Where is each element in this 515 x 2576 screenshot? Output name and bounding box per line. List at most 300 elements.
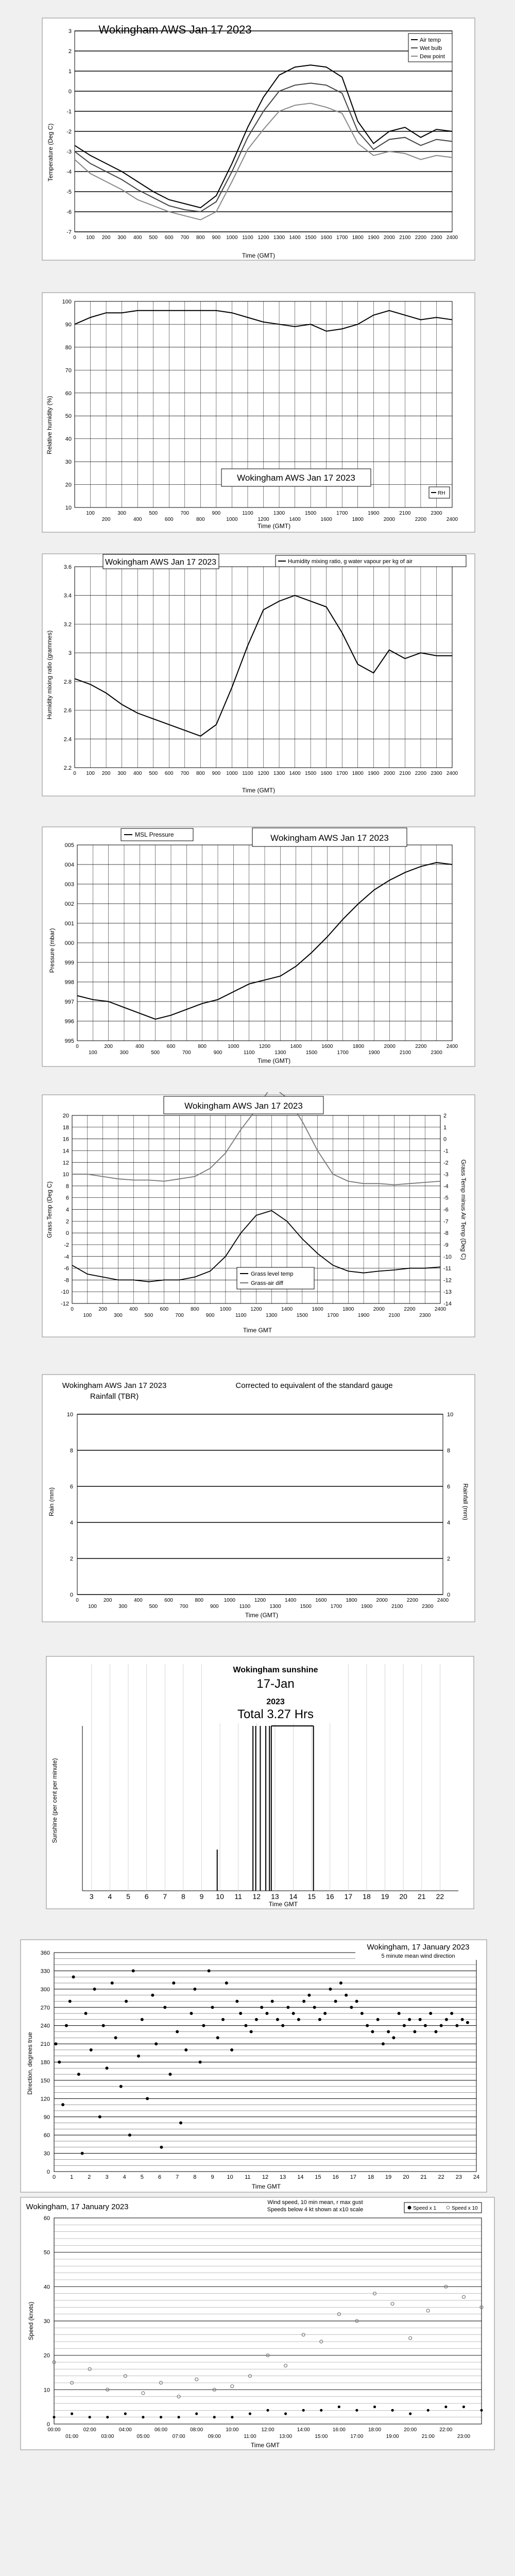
temperature-chart	[0, 15, 515, 263]
x-tick-label: 1100	[235, 1313, 247, 1318]
x-tick-label: 2300	[419, 1313, 431, 1318]
wind-direction-point	[376, 2018, 380, 2021]
x-tick-label: 600	[164, 771, 174, 776]
x-tick-label: 1000	[228, 1044, 239, 1049]
legend-swatch	[408, 2206, 411, 2209]
x-tick-label: 2100	[388, 1313, 400, 1318]
x-tick-label: 04:00	[118, 2427, 132, 2433]
x-tick-label: 13:00	[279, 2434, 293, 2439]
y-tick-label: 90	[43, 2114, 50, 2121]
speed-point-0	[53, 2416, 55, 2418]
x-tick-label: 1900	[368, 511, 380, 516]
wind-direction-point	[286, 2006, 289, 2009]
wind-direction-point	[408, 2018, 411, 2021]
x-tick-label: 3	[105, 2174, 109, 2180]
wind-direction-point	[190, 2012, 193, 2015]
x-tick-label: 2400	[446, 771, 458, 776]
wind-direction-point	[160, 2146, 163, 2149]
x-tick-label: 3	[89, 1892, 94, 1901]
y-tick-label: 20	[65, 482, 72, 488]
x-tick-label: 17	[344, 1892, 353, 1901]
speed-point-0	[107, 2416, 109, 2418]
y2-tick-label: -4	[443, 1183, 449, 1190]
wind-direction-point	[225, 1981, 228, 1985]
wind-direction-point	[355, 1999, 358, 2003]
y-axis-label: Sunshine (per cent per minute)	[51, 1758, 58, 1843]
x-tick-label: 1200	[258, 235, 269, 241]
wind-direction-point	[68, 1999, 72, 2003]
speed-point-0	[338, 2406, 340, 2408]
x-tick-label: 1000	[226, 517, 238, 522]
x-tick-label: 19	[381, 1892, 389, 1901]
y-tick-label: 8	[65, 1183, 69, 1190]
y-tick-label: 2	[70, 1556, 73, 1562]
y-tick-label: 3	[68, 650, 72, 657]
y-axis-label: Temperature (Deg C)	[47, 123, 54, 182]
y-tick-label: -4	[64, 1253, 69, 1260]
x-tick-label: 06:00	[154, 2427, 168, 2433]
y2-tick-label: -2	[443, 1160, 449, 1166]
wind-direction-point	[403, 2024, 406, 2027]
x-tick-label: 2100	[399, 511, 411, 516]
x-tick-label: 0	[71, 1307, 74, 1312]
x-tick-label: 24	[473, 2174, 480, 2180]
y-axis-label: Grass Temp (Deg C)	[46, 1181, 53, 1238]
x-tick-label: 14	[289, 1892, 298, 1901]
x-tick-label: 21:00	[421, 2434, 435, 2439]
x-tick-label: 1100	[239, 1604, 251, 1609]
x-tick-label: 18	[367, 2174, 374, 2180]
y-tick-label: 0	[70, 1592, 73, 1598]
y-tick-label: 2.8	[63, 679, 72, 685]
y-axis-label: Pressure (mbar)	[48, 928, 56, 973]
y-tick-label: 14	[62, 1148, 69, 1155]
speed-point-0	[178, 2416, 180, 2418]
y-tick-label: 3.2	[63, 621, 72, 628]
wind-direction-point	[61, 2103, 64, 2106]
speed-point-0	[320, 2409, 322, 2411]
x-axis-label: Time (GMT)	[242, 787, 276, 794]
x-tick-label: 5	[126, 1892, 130, 1901]
x-tick-label: 1000	[224, 1598, 235, 1603]
speed-point-0	[356, 2409, 358, 2411]
y-tick-label: 50	[65, 413, 72, 420]
y-tick-label: 6	[65, 1195, 69, 1201]
wind-direction-point	[250, 2030, 253, 2033]
wind-direction-point	[445, 2018, 448, 2021]
wind-direction-point	[93, 1988, 96, 1991]
wind-direction-point	[382, 2042, 385, 2045]
x-tick-label: 800	[198, 1044, 207, 1049]
x-axis-label: Time (GMT)	[257, 522, 291, 530]
x-tick-label: 2200	[415, 1044, 427, 1049]
x-tick-label: 1700	[337, 1050, 349, 1056]
x-tick-label: 1200	[254, 1598, 266, 1603]
x-tick-label: 2400	[437, 1598, 449, 1603]
wind-direction-point	[371, 2030, 374, 2033]
y-tick-label: 996	[64, 1019, 74, 1025]
speed-point-0	[196, 2413, 198, 2415]
x-tick-label: 1300	[273, 511, 285, 516]
x-tick-label: 1	[70, 2174, 74, 2180]
legend-label: Grass level temp	[251, 1271, 294, 1277]
speed-point-0	[160, 2416, 162, 2418]
x-tick-label: 600	[160, 1307, 169, 1312]
chart-title: Wokingham, 17 January 2023	[367, 1943, 470, 1952]
x-tick-label: 1700	[336, 235, 348, 241]
x-tick-label: 300	[114, 1313, 123, 1318]
x-axis-label: Time GMT	[243, 1327, 272, 1334]
y-tick-label: 30	[65, 459, 72, 466]
y-tick-label: 2	[65, 1218, 69, 1225]
x-tick-label: 1400	[289, 517, 301, 522]
chart-total: Total 3.27 Hrs	[237, 1707, 314, 1721]
y2-tick-label: -11	[443, 1265, 452, 1272]
wind-direction-point	[221, 2018, 225, 2021]
x-tick-label: 03:00	[101, 2434, 114, 2439]
chart-title: Wokingham AWS Jan 17 2023	[105, 558, 217, 567]
x-tick-label: 1700	[327, 1313, 339, 1318]
wind-direction-point	[244, 2024, 247, 2027]
wind-direction-point	[208, 1969, 211, 1972]
x-tick-label: 02:00	[83, 2427, 96, 2433]
x-tick-label: 800	[196, 517, 205, 522]
mixing-ratio-chart	[0, 551, 515, 799]
y2-tick-label: 2	[447, 1556, 451, 1562]
wind-direction-point	[323, 2012, 327, 2015]
x-tick-label: 1600	[321, 1044, 333, 1049]
y-tick-label: -8	[64, 1277, 69, 1284]
wind-direction-point	[216, 2036, 219, 2039]
y-tick-label: -2	[66, 129, 72, 135]
y-tick-label: 995	[64, 1038, 74, 1044]
y-tick-label: -6	[66, 209, 72, 215]
mixing-ratio-chart-panel	[0, 551, 515, 799]
humidity-chart-panel	[0, 289, 515, 536]
x-tick-label: 500	[149, 771, 158, 776]
y-tick-label: 10	[43, 2387, 50, 2394]
x-tick-label: 800	[196, 235, 205, 241]
y-tick-label: 2.2	[63, 765, 72, 771]
wind-direction-point	[106, 2066, 109, 2070]
legend-label: Air temp	[420, 37, 441, 43]
x-tick-label: 1800	[352, 771, 364, 776]
speed-point-0	[124, 2413, 126, 2415]
x-tick-label: 2300	[431, 235, 442, 241]
speed-point-0	[445, 2406, 447, 2408]
x-tick-label: 400	[133, 517, 142, 522]
y-tick-label: 2.4	[63, 736, 72, 743]
wind-direction-chart-panel	[0, 1937, 515, 2195]
y2-axis-label: Rainfall (mm)	[462, 1483, 469, 1520]
x-tick-label: 800	[196, 771, 205, 776]
x-tick-label: 700	[175, 1313, 184, 1318]
x-tick-label: 1400	[290, 1044, 302, 1049]
x-tick-label: 01:00	[65, 2434, 79, 2439]
x-tick-label: 0	[76, 1044, 79, 1049]
chart-subtitle: Wind speed, 10 min mean, r max gust	[267, 2199, 363, 2206]
wind-direction-point	[202, 2024, 205, 2027]
y-tick-label: 000	[64, 940, 74, 946]
wind-direction-point	[172, 1981, 175, 1985]
x-tick-label: 1200	[259, 1044, 271, 1049]
x-tick-label: 2300	[422, 1604, 434, 1609]
wind-direction-point	[419, 2018, 422, 2021]
x-tick-label: 9	[211, 2174, 214, 2180]
wind-direction-point	[235, 1999, 238, 2003]
grass-temp-chart-panel	[0, 1092, 515, 1340]
x-tick-label: 200	[101, 771, 111, 776]
x-tick-label: 2000	[373, 1307, 385, 1312]
wind-direction-point	[334, 1999, 337, 2003]
y-tick-label: 270	[40, 2005, 50, 2011]
x-tick-label: 1500	[305, 511, 317, 516]
x-tick-label: 10	[227, 2174, 233, 2180]
x-tick-label: 1900	[368, 771, 380, 776]
x-tick-label: 400	[129, 1307, 138, 1312]
wind-direction-point	[77, 2073, 80, 2076]
x-tick-label: 2300	[431, 1050, 442, 1056]
x-tick-label: 1400	[289, 771, 301, 776]
x-tick-label: 2300	[431, 771, 442, 776]
x-tick-label: 19	[385, 2174, 392, 2180]
y-tick-label: 40	[43, 2284, 50, 2291]
y-tick-label: 20	[62, 1113, 69, 1119]
y-tick-label: 4	[70, 1520, 73, 1526]
y-tick-label: 10	[66, 1412, 73, 1418]
wind-direction-point	[230, 2048, 233, 2052]
plot-area	[77, 1414, 443, 1595]
x-tick-label: 1500	[300, 1604, 312, 1609]
y-tick-label: 8	[70, 1448, 73, 1454]
y-tick-label: 80	[65, 344, 72, 351]
x-tick-label: 500	[144, 1313, 153, 1318]
x-tick-label: 2200	[415, 771, 427, 776]
x-tick-label: 600	[164, 517, 174, 522]
chart-year: 2023	[266, 1698, 285, 1706]
x-tick-label: 1800	[352, 517, 364, 522]
y-tick-label: 998	[64, 979, 74, 986]
grass-temp-chart	[0, 1092, 515, 1340]
speed-point-0	[267, 2409, 269, 2411]
x-tick-label: 4	[108, 1892, 112, 1901]
wind-direction-point	[276, 2018, 279, 2021]
x-axis-label: Time (GMT)	[257, 1057, 291, 1064]
x-tick-label: 1900	[368, 235, 380, 241]
y-tick-label: 4	[65, 1207, 69, 1213]
x-tick-label: 9	[199, 1892, 204, 1901]
chart-subtitle: Rainfall (TBR)	[90, 1392, 139, 1401]
y-tick-label: 0	[46, 2421, 50, 2428]
x-tick-label: 2	[88, 2174, 91, 2180]
wind-direction-point	[455, 2024, 458, 2027]
chart-note: Corrected to equivalent of the standard gauge	[235, 1381, 393, 1390]
x-tick-label: 16	[325, 1892, 334, 1901]
y2-tick-label: -7	[443, 1218, 449, 1225]
x-tick-label: 2000	[383, 517, 395, 522]
y-tick-label: 150	[40, 2077, 50, 2084]
x-tick-label: 1900	[357, 1313, 370, 1318]
x-tick-label: 1100	[242, 511, 253, 516]
wind-direction-point	[398, 2012, 401, 2015]
y2-tick-label: 1	[443, 1124, 447, 1131]
x-tick-label: 20:00	[404, 2427, 417, 2433]
x-tick-label: 200	[98, 1307, 107, 1312]
x-tick-label: 700	[180, 235, 190, 241]
x-tick-label: 09:00	[208, 2434, 221, 2439]
x-tick-label: 1200	[250, 1307, 262, 1312]
wind-direction-point	[292, 2012, 295, 2015]
wind-direction-point	[461, 2018, 464, 2021]
wind-direction-point	[450, 2012, 453, 2015]
wind-direction-point	[260, 2006, 263, 2009]
wind-direction-point	[329, 1988, 332, 1991]
y-tick-label: 330	[40, 1968, 50, 1975]
x-tick-label: 20	[403, 2174, 409, 2180]
y-tick-label: 210	[40, 2041, 50, 2048]
x-axis-label: Time (GMT)	[242, 252, 276, 259]
wind-direction-chart	[0, 1937, 515, 2195]
x-tick-label: 2000	[383, 235, 395, 241]
speed-point-0	[462, 2406, 465, 2408]
wind-direction-point	[128, 2133, 131, 2137]
x-tick-label: 500	[149, 511, 158, 516]
legend-label: Speed x 1	[413, 2206, 437, 2211]
x-tick-label: 22	[438, 2174, 444, 2180]
y-tick-label: 3.4	[63, 592, 72, 599]
wind-direction-point	[65, 2024, 68, 2027]
x-tick-label: 1400	[281, 1307, 293, 1312]
x-tick-label: 11	[234, 1892, 242, 1901]
x-tick-label: 18	[363, 1892, 371, 1901]
x-tick-label: 6	[158, 2174, 162, 2180]
wind-direction-point	[154, 2042, 158, 2045]
y-tick-label: 40	[65, 436, 72, 443]
x-tick-label: 700	[180, 511, 190, 516]
chart-subtitle: 5 minute mean wind direction	[381, 1953, 455, 1959]
sunshine-chart-panel	[0, 1654, 515, 1911]
y-tick-label: 120	[40, 2096, 50, 2103]
wind-direction-point	[387, 2030, 390, 2033]
wind-direction-point	[339, 1981, 342, 1985]
x-tick-label: 21	[420, 2174, 427, 2180]
x-tick-label: 1800	[352, 1044, 365, 1049]
wind-direction-point	[318, 2018, 321, 2021]
y-axis-label: Speed (knots)	[27, 2301, 35, 2341]
y-tick-label: 0	[68, 89, 72, 95]
x-tick-label: 18:00	[368, 2427, 382, 2433]
wind-direction-point	[440, 2024, 443, 2027]
chart-title: Wokingham sunshine	[233, 1666, 318, 1674]
x-tick-label: 100	[88, 1050, 97, 1056]
legend-label: Dew point	[420, 54, 445, 60]
x-tick-label: 2000	[376, 1598, 388, 1603]
y-tick-label: 6	[70, 1484, 73, 1490]
y-tick-label: 60	[65, 390, 72, 397]
wind-direction-point	[302, 1999, 305, 2003]
x-tick-label: 10	[216, 1892, 224, 1901]
y-tick-label: 360	[40, 1950, 50, 1956]
y-tick-label: -10	[61, 1289, 69, 1296]
x-tick-label: 1300	[274, 1050, 286, 1056]
x-tick-label: 0	[73, 771, 76, 776]
rainfall-chart	[0, 1370, 515, 1628]
x-tick-label: 15:00	[315, 2434, 328, 2439]
x-tick-label: 1500	[305, 235, 317, 241]
x-tick-label: 2400	[446, 517, 458, 522]
wind-direction-point	[111, 1981, 114, 1985]
x-tick-label: 2100	[399, 235, 411, 241]
x-tick-label: 200	[101, 517, 111, 522]
wind-direction-point	[132, 1969, 135, 1972]
x-tick-label: 900	[213, 1050, 222, 1056]
legend-label: Humidity mixing ratio, g water vapour per kg of air	[288, 558, 413, 565]
y-tick-label: 100	[62, 299, 72, 305]
wind-direction-point	[313, 2006, 316, 2009]
speed-point-0	[427, 2409, 429, 2411]
x-tick-label: 8	[193, 2174, 197, 2180]
sunshine-chart	[0, 1654, 515, 1911]
wind-direction-point	[307, 1994, 311, 1997]
y-tick-label: -12	[61, 1301, 69, 1307]
y-tick-label: -4	[66, 169, 72, 175]
y-tick-label: 001	[64, 921, 74, 927]
wind-direction-point	[58, 2061, 61, 2064]
x-tick-label: 16	[332, 2174, 339, 2180]
x-tick-label: 1000	[219, 1307, 232, 1312]
wind-direction-point	[434, 2030, 437, 2033]
x-tick-label: 1100	[243, 1050, 255, 1056]
x-tick-label: 700	[179, 1604, 188, 1609]
x-tick-label: 400	[133, 1598, 143, 1603]
chart-title: Wokingham, 17 January 2023	[26, 2202, 129, 2211]
x-tick-label: 6	[144, 1892, 149, 1901]
wind-direction-point	[98, 2115, 101, 2119]
y-tick-label: 999	[64, 960, 74, 966]
x-tick-label: 12	[252, 1892, 261, 1901]
x-tick-label: 00:00	[47, 2427, 61, 2433]
wind-direction-point	[72, 1975, 75, 1978]
y-tick-label: 004	[64, 862, 74, 868]
x-tick-label: 1700	[336, 511, 348, 516]
wind-speed-chart-panel	[0, 2195, 515, 2452]
y2-tick-label: -9	[443, 1242, 449, 1248]
x-tick-label: 400	[133, 235, 142, 241]
wind-direction-point	[141, 2018, 144, 2021]
y-tick-label: 300	[40, 1986, 50, 1993]
x-tick-label: 2000	[383, 771, 395, 776]
speed-point-0	[142, 2416, 144, 2418]
wind-direction-point	[429, 2012, 432, 2015]
wind-direction-point	[54, 2042, 57, 2045]
wind-direction-point	[184, 2048, 187, 2052]
x-tick-label: 14	[297, 2174, 304, 2180]
wind-direction-point	[211, 2006, 214, 2009]
x-tick-label: 23	[455, 2174, 462, 2180]
wind-direction-point	[466, 2021, 469, 2024]
x-tick-label: 2200	[404, 1307, 416, 1312]
y-tick-label: 1	[68, 69, 72, 75]
x-tick-label: 13	[280, 2174, 286, 2180]
legend-label: Grass-air diff	[251, 1280, 283, 1286]
x-tick-label: 1400	[289, 235, 301, 241]
y-tick-label: 2.6	[63, 707, 72, 714]
y-tick-label: 10	[65, 505, 72, 511]
x-tick-label: 1300	[273, 235, 285, 241]
x-tick-label: 2400	[434, 1307, 447, 1312]
x-tick-label: 2200	[406, 1598, 418, 1603]
x-tick-label: 800	[195, 1598, 204, 1603]
